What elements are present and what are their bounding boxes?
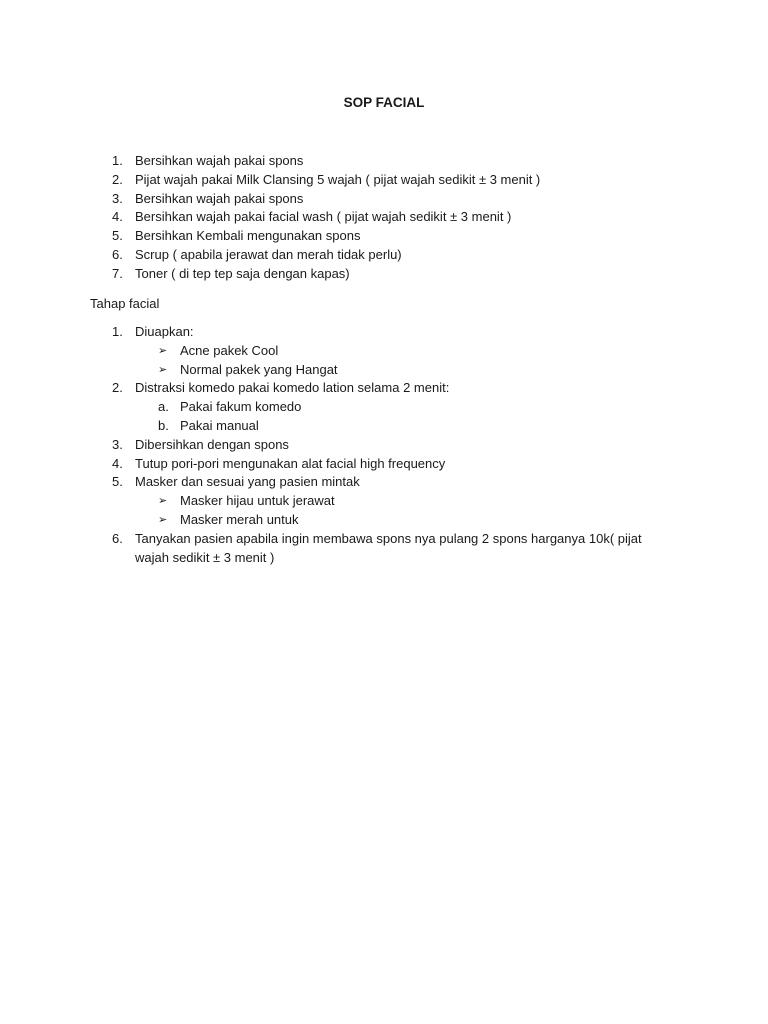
- list-number: 6.: [112, 530, 123, 546]
- arrow-bullet-icon: ➢: [158, 513, 168, 526]
- list-text: Distraksi komedo pakai komedo lation selama 2 menit:: [135, 380, 450, 396]
- list-number: 6.: [112, 246, 123, 262]
- list-text: Tutup pori-pori mengunakan alat facial high frequency: [135, 455, 446, 471]
- list-text: Diuapkan:: [135, 324, 194, 339]
- list-text: Bersihkan wajah pakai facial wash ( pijat wajah sedikit ± 3 menit ): [135, 209, 512, 225]
- list-number: 1.: [112, 153, 123, 168]
- letter-bullet: a.: [158, 399, 169, 415]
- arrow-bullet-icon: ➢: [158, 344, 168, 357]
- list-number: 3.: [112, 190, 123, 206]
- sub-list-text: Acne pakek Cool: [180, 342, 279, 358]
- arrow-bullet-icon: ➢: [158, 363, 168, 376]
- list-number: 3.: [112, 436, 123, 452]
- list-text: Toner ( di tep tep saja dengan kapas): [135, 265, 350, 281]
- list-text: Pijat wajah pakai Milk Clansing 5 wajah ( pijat wajah sedikit ± 3 menit ): [135, 171, 541, 187]
- list-text: Bersihkan wajah pakai spons: [135, 190, 304, 206]
- letter-bullet: b.: [158, 417, 169, 433]
- list-number: 4.: [112, 455, 123, 471]
- list-text: Bersihkan Kembali mengunakan spons: [135, 228, 361, 244]
- list-text: Bersihkan wajah pakai spons: [135, 153, 304, 168]
- list-text: Tanyakan pasien apabila ingin membawa spons nya pulang 2 spons harganya 10k( pijat wajah sedikit ± 3 menit ): [135, 530, 642, 565]
- list-number: 5.: [112, 474, 123, 490]
- section-heading: Tahap facial: [90, 296, 160, 311]
- arrow-bullet-icon: ➢: [158, 495, 168, 508]
- sub-list-text: Masker merah untuk: [180, 511, 299, 527]
- list-number: 5.: [112, 228, 123, 244]
- list-number: 1.: [112, 324, 123, 339]
- sub-list-text: Pakai fakum komedo: [180, 399, 302, 415]
- document-title: SOP FACIAL: [343, 95, 425, 110]
- list-text: Masker dan sesuai yang pasien mintak: [135, 474, 360, 490]
- list-text: Scrup ( apabila jerawat dan merah tidak perlu): [135, 246, 402, 262]
- sub-list-text: Normal pakek yang Hangat: [180, 361, 338, 377]
- list-number: 2.: [112, 171, 123, 187]
- sub-list-text: Pakai manual: [180, 417, 259, 433]
- list-number: 7.: [112, 265, 123, 281]
- sub-list-text: Masker hijau untuk jerawat: [180, 493, 335, 509]
- list-number: 4.: [112, 209, 123, 225]
- list-text: Dibersihkan dengan spons: [135, 436, 289, 452]
- list-number: 2.: [112, 380, 123, 396]
